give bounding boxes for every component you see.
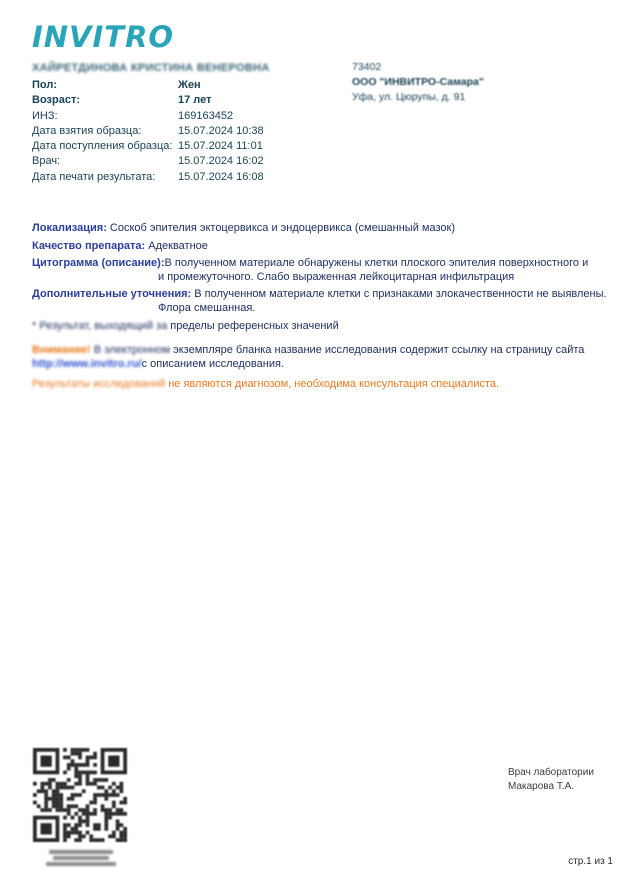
info-label: Дата взятия образца:: [32, 124, 142, 137]
result-localization: [32, 222, 455, 234]
signature-role: Врач лаборатории: [508, 767, 594, 778]
result-value: В полученном материале обнаружены клетки плоского эпителия поверхностного и: [164, 257, 589, 269]
reference-note-rest: пределы референсных значений: [167, 320, 339, 332]
info-value: 15.07.2024 10:38: [178, 124, 264, 137]
attention-word: Внимание!: [32, 344, 91, 356]
office-address: Уфа, ул. Цюрупы, д. 91: [352, 91, 466, 103]
result-additional-line2: [158, 302, 255, 314]
patient-info-table: [32, 78, 264, 185]
info-label: Дата печати результата:: [32, 170, 156, 183]
patient-name: ХАЙРЕТДИНОВА КРИСТИНА ВЕНЕРОВНА: [32, 62, 270, 74]
attention-note-line2: [32, 358, 284, 370]
result-value: В полученном материале клетки с признаками злокачественности не выявлены.: [194, 288, 607, 300]
result-value: Флора смешанная.: [158, 302, 256, 314]
info-row-print-date: [32, 170, 264, 185]
info-value: 169163452: [178, 109, 234, 122]
info-value: 15.07.2024 11:01: [178, 140, 263, 153]
qr-caption-blurred-text: [36, 850, 126, 868]
info-label: Возраст:: [32, 94, 80, 107]
invitro-link[interactable]: http://www.invitro.ru/: [32, 358, 142, 370]
office-name: ООО "ИНВИТРО-Самара": [352, 76, 484, 88]
result-value: и промежуточного. Слабо выраженная лейкоцитарная инфильтрация: [158, 271, 515, 283]
disclaimer-note: [32, 378, 499, 390]
reference-note: [32, 320, 339, 332]
reference-note-blurred: * Результат, выходящий за: [32, 320, 168, 332]
result-label: Качество препарата:: [32, 240, 146, 252]
result-quality: [32, 240, 208, 252]
info-row-sample-taken: [32, 124, 264, 139]
info-row-sex: [32, 78, 264, 93]
result-value: Соскоб эпителия эктоцервикса и эндоцервикса (смешанный мазок): [109, 222, 455, 234]
result-cytogram: [32, 257, 588, 269]
info-row-doctor: [32, 154, 264, 169]
office-code: 73402: [352, 61, 382, 73]
result-cytogram-line2: [158, 271, 514, 283]
info-row-age: [32, 93, 264, 108]
signature-block: [508, 766, 594, 794]
result-label: Цитограмма (описание):: [32, 257, 165, 269]
info-row-sample-received: [32, 139, 264, 154]
info-label: ИНЗ:: [32, 109, 58, 122]
result-label: Локализация:: [32, 222, 107, 234]
attention-rest: экземпляре бланка название исследования содержит ссылку на страницу сайта: [170, 344, 585, 356]
info-label: Дата поступления образца:: [32, 140, 173, 153]
info-value: Жен: [178, 79, 201, 91]
info-value: 15.07.2024 16:02: [178, 155, 264, 168]
info-label: Пол:: [32, 79, 58, 91]
attention-blurred: В электронном: [90, 344, 171, 356]
lab-office-block: [352, 60, 484, 105]
invitro-logo: INVITRO: [32, 20, 175, 54]
disclaimer-blurred: Результаты исследований: [32, 378, 166, 390]
result-label: Дополнительные уточнения:: [32, 288, 192, 300]
info-label: Врач:: [32, 155, 61, 168]
info-row-inz: [32, 109, 264, 124]
page-number: стр.1 из 1: [568, 856, 613, 867]
link-rest: с описанием исследования.: [141, 358, 284, 370]
attention-note-line1: [32, 344, 584, 356]
qr-caption-line: [46, 862, 116, 866]
qr-code: [33, 748, 127, 842]
qr-caption-line: [49, 850, 113, 854]
result-additional: [32, 288, 607, 300]
disclaimer-rest: не являются диагнозом, необходима консультация специалиста.: [165, 378, 500, 390]
info-value: 17 лет: [178, 94, 212, 107]
info-value: 15.07.2024 16:08: [178, 170, 264, 183]
result-value: Адекватное: [148, 240, 208, 252]
signature-name: Макарова Т.А.: [508, 781, 575, 792]
qr-caption-line: [53, 856, 109, 860]
